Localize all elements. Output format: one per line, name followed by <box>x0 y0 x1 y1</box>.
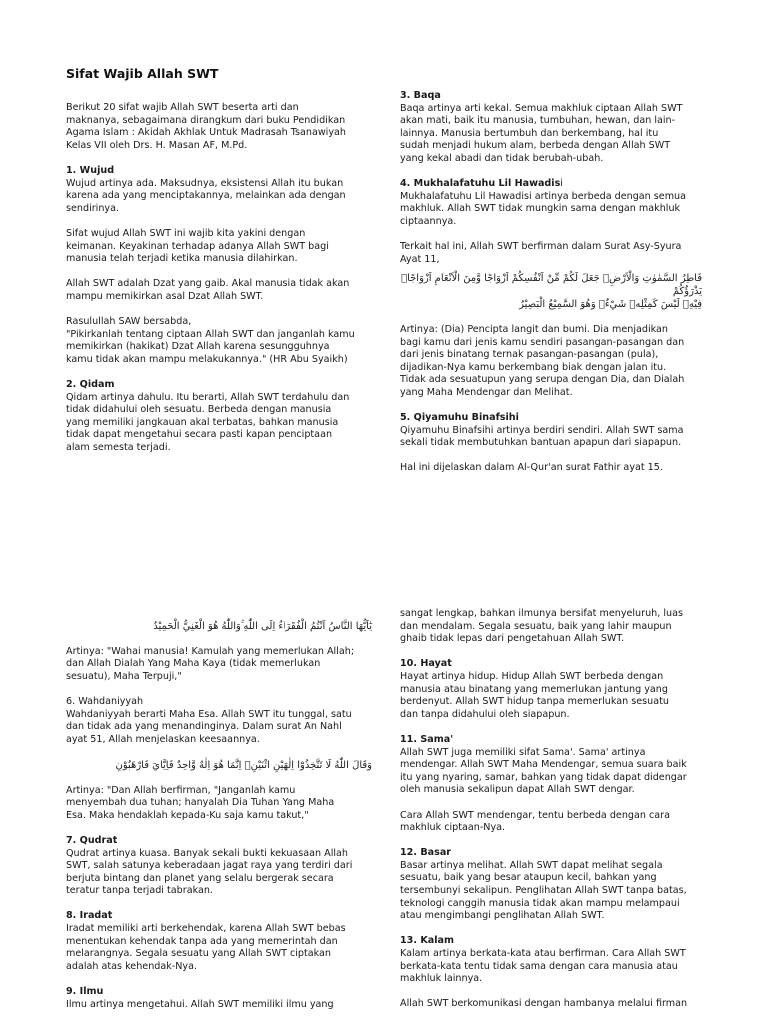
qiyamuhu-paragraph-2: Hal ini dijelaskan dalam Al-Qur'an surat Fathir ayat 15. <box>400 462 663 474</box>
ilmu-paragraph-continued: sangat lengkap, bahkan ilmunya bersifat menyeluruh, luas dan mendalam. Segala sesuatu, baik yang lahir maupun ghaib tidak lepas dari pengetahuan Allah SWT. <box>400 608 683 645</box>
page-title: Sifat Wajib Allah SWT <box>66 66 219 81</box>
wujud-paragraph-3: Allah SWT adalah Dzat yang gaib. Akal manusia tidak akan mampu memikirkan asal Dzat Allah SWT. <box>66 278 350 302</box>
arabic-verse-an-nahl: وَقَالَ اللّٰهُ لَا تَتَّخِذُوْٓا اِلٰهَيْنِ اثْنَيْنِۚ اِنَّمَا هُوَ اِلٰهٌ وَّاحِدٌ فَاِيَّايَ فَارْهَبُوْنِ <box>115 759 372 771</box>
mukhalafatuhu-paragraph: Mukhalafatuhu Lil Hawadisi artinya berbeda dengan semua makhluk. Allah SWT tidak mungkin sama dengan makhluk ciptaannya. <box>400 190 686 227</box>
arabic-verse-asy-syura: فَاطِرُ السَّمٰوٰتِ وَالْاَرْضِۗ جَعَلَ لَكُمْ مِّنْ اَنْفُسِكُمْ اَزْوَاجًا وَّمِنَ الْاَنْعَامِ اَزْوَاجًاۚ يَذْرَؤُكُمْ فِيْهِۗ لَيْسَ كَمِثْلِهٖ شَيْءٌۚ وَهُوَ السَّمِيْعُ الْبَصِيْرُ <box>401 273 702 311</box>
right-column-bottom <box>400 608 702 1011</box>
wahdaniyyah-paragraph: Wahdaniyyah berarti Maha Esa. Allah SWT itu tunggal, satu dan tidak ada yang menandinginya. Dalam surat An Nahl ayat 51, Allah menjelaskan keesaannya. <box>66 708 352 745</box>
wujud-paragraph-2: Sifat wujud Allah SWT ini wajib kita yakini dengan keimanan. Keyakinan terhadap adanya Allah SWT bagi manusia telah terjadi ketika manusia dilahirkan. <box>66 227 329 265</box>
hadith-quote: Rasulullah SAW bersabda, "Pikirkanlah tentang ciptaan Allah SWT dan janganlah kamu memikirkan (hakikat) Dzat Allah karena sesungguhnya kamu tidak akan mampu melakukannya." (HR Abu Syaikh) <box>66 316 355 365</box>
arabic-verse-fathir: يٰٓاَيُّهَا النَّاسُ اَنْتُمُ الْفُقَرَاۤءُ اِلَى اللّٰهِ ۚوَاللّٰهُ هُوَ الْغَنِيُّ الْحَمِيْدُ <box>153 621 372 632</box>
heading-qiyamuhu: 5. Qiyamuhu Binafsihi <box>400 412 519 424</box>
qidam-paragraph: Qidam artinya dahulu. Itu berarti, Allah SWT terdahulu dan tidak didahului oleh sesuatu. Berbeda dengan manusia yang memiliki jangkauan akal terbatas, bahkan manusia tidak dapat mengetahui secara pasti kapan penciptaan alam semesta terjadi. <box>66 391 350 454</box>
baqa-paragraph: Baqa artinya arti kekal. Semua makhluk ciptaan Allah SWT akan mati, baik itu manusia, tumbuhan, hewan, dan lain- lainnya. Manusia bertumbuh dan berkembang, hal itu sudah menjadi hukum alam, berbeda dengan Allah SWT yang kekal abadi dan tidak berubah-ubah. <box>400 102 683 164</box>
right-column-top <box>400 90 702 475</box>
heading-qudrat: 7. Qudrat <box>66 834 118 846</box>
heading-ilmu: 9. Ilmu <box>66 986 104 998</box>
heading-mukhalafatuhu-bold: 4. Mukhalafatuhu Lil Hawadis <box>400 178 561 190</box>
an-nahl-translation: Artinya: "Dan Allah berfirman, "Janganlah kamu menyembah dua tuhan; hanyalah Dia Tuhan Yang Maha Esa. Maka hendaklah kepada-Ku saja kamu takut," <box>66 784 335 821</box>
heading-basar: 12. Basar <box>400 847 452 859</box>
heading-mukhalafatuhu <box>400 178 702 191</box>
intro-paragraph: Berikut 20 sifat wajib Allah SWT beserta arti dan maknanya, sebagaimana dirangkum dari buku Pendidikan Agama Islam : Akidah Akhlak Untuk Madrasah Tsanawiyah Kelas VII oleh Drs. H. Masan AF, M.Pd. <box>66 102 346 151</box>
mukhalafatuhu-paragraph-2: Terkait hal ini, Allah SWT berfirman dalam Surat Asy-Syura Ayat 11, <box>400 241 682 265</box>
left-column-bottom <box>66 620 372 1011</box>
hayat-paragraph: Hayat artinya hidup. Hidup Allah SWT berbeda dengan manusia atau binatang yang memerlukan jantung yang berdenyut. Allah SWT hidup tanpa memerlukan sesuatu dan tanpa didahului oleh siapapun. <box>400 670 669 720</box>
heading-hayat: 10. Hayat <box>400 658 452 670</box>
heading-wahdaniyyah: 6. Wahdaniyyah <box>66 695 144 707</box>
asy-syura-translation: Artinya: (Dia) Pencipta langit dan bumi. Dia menjadikan bagi kamu dari jenis kamu sendiri pasangan-pasangan dan dari jenis binatang ternak pasangan-pasangan (pula), dijadikan-Nya kamu berkembang biak dengan jalan itu. Tidak ada sesuatupun yang serupa dengan Dia, dan Dialah yang Maha Mendengar dan Melihat. <box>400 323 685 398</box>
heading-wujud: 1. Wujud <box>66 164 115 176</box>
heading-iradat: 8. Iradat <box>66 910 113 922</box>
qiyamuhu-paragraph: Qiyamuhu Binafsihi artinya berdiri sendiri. Allah SWT sama sekali tidak membutuhkan bantuan apapun dari siapapun. <box>400 424 684 449</box>
heading-baqa: 3. Baqa <box>400 90 441 101</box>
qudrat-paragraph: Qudrat artinya kuasa. Banyak sekali bukti kekuasaan Allah SWT, salah satunya keberadaan jagat raya yang terdiri dari berjuta bintang dan planet yang selalu bergerak secara teratur tanpa terjadi tabrakan. <box>66 847 353 897</box>
sama-paragraph: Allah SWT juga memiliki sifat Sama'. Sama' artinya mendengar. Allah SWT Maha Mendengar, semua suara baik itu yang nyaring, samar, bahkan yang tidak dapat didengar oleh manusia sekalipun dapat Allah SWT dengar. <box>400 746 687 796</box>
heading-kalam: 13. Kalam <box>400 935 455 947</box>
heading-qidam: 2. Qidam <box>66 379 115 391</box>
wujud-paragraph: Wujud artinya ada. Maksudnya, eksistensi Allah itu bukan karena ada yang menciptakannya, melainkan ada dengan sendirinya. <box>66 177 346 214</box>
kalam-paragraph: Kalam artinya berkata-kata atau berfirman. Cara Allah SWT berkata-kata tentu tidak sama dengan cara manusia atau makhluk lainnya. <box>400 948 686 985</box>
heading-sama: 11. Sama' <box>400 733 454 745</box>
sama-paragraph-2: Cara Allah SWT mendengar, tentu berbeda dengan cara makhluk ciptaan-Nya. <box>400 809 670 834</box>
kalam-paragraph-2: Allah SWT berkomunikasi dengan hambanya melalui firman <box>400 998 688 1010</box>
fathir-translation: Artinya: "Wahai manusia! Kamulah yang memerlukan Allah; dan Allah Dialah Yang Maha Kaya (tidak memerlukan sesuatu), Maha Terpuji," <box>66 645 355 682</box>
basar-paragraph: Basar artinya melihat. Allah SWT dapat melihat segala sesuatu, baik yang besar ataupun kecil, bahkan yang tersembunyi sekalipun. Penglihatan Allah SWT tanpa batas, teknologi canggih manusia tidak akan mampu melampaui atau mengimbangi penglihatan Allah SWT. <box>400 859 687 922</box>
heading-mukhalafatuhu-tail: i <box>560 178 563 190</box>
left-column-top <box>66 102 366 455</box>
iradat-paragraph: Iradat memiliki arti berkehendak, karena Allah SWT bebas menentukan kehendak tanpa ada yang memerintah dan melarangnya. Segala sesuatu yang Allah SWT ciptakan adalah atas kehendak-Nya. <box>66 923 346 972</box>
ilmu-paragraph: Ilmu artinya mengetahui. Allah SWT memiliki ilmu yang <box>66 998 334 1010</box>
